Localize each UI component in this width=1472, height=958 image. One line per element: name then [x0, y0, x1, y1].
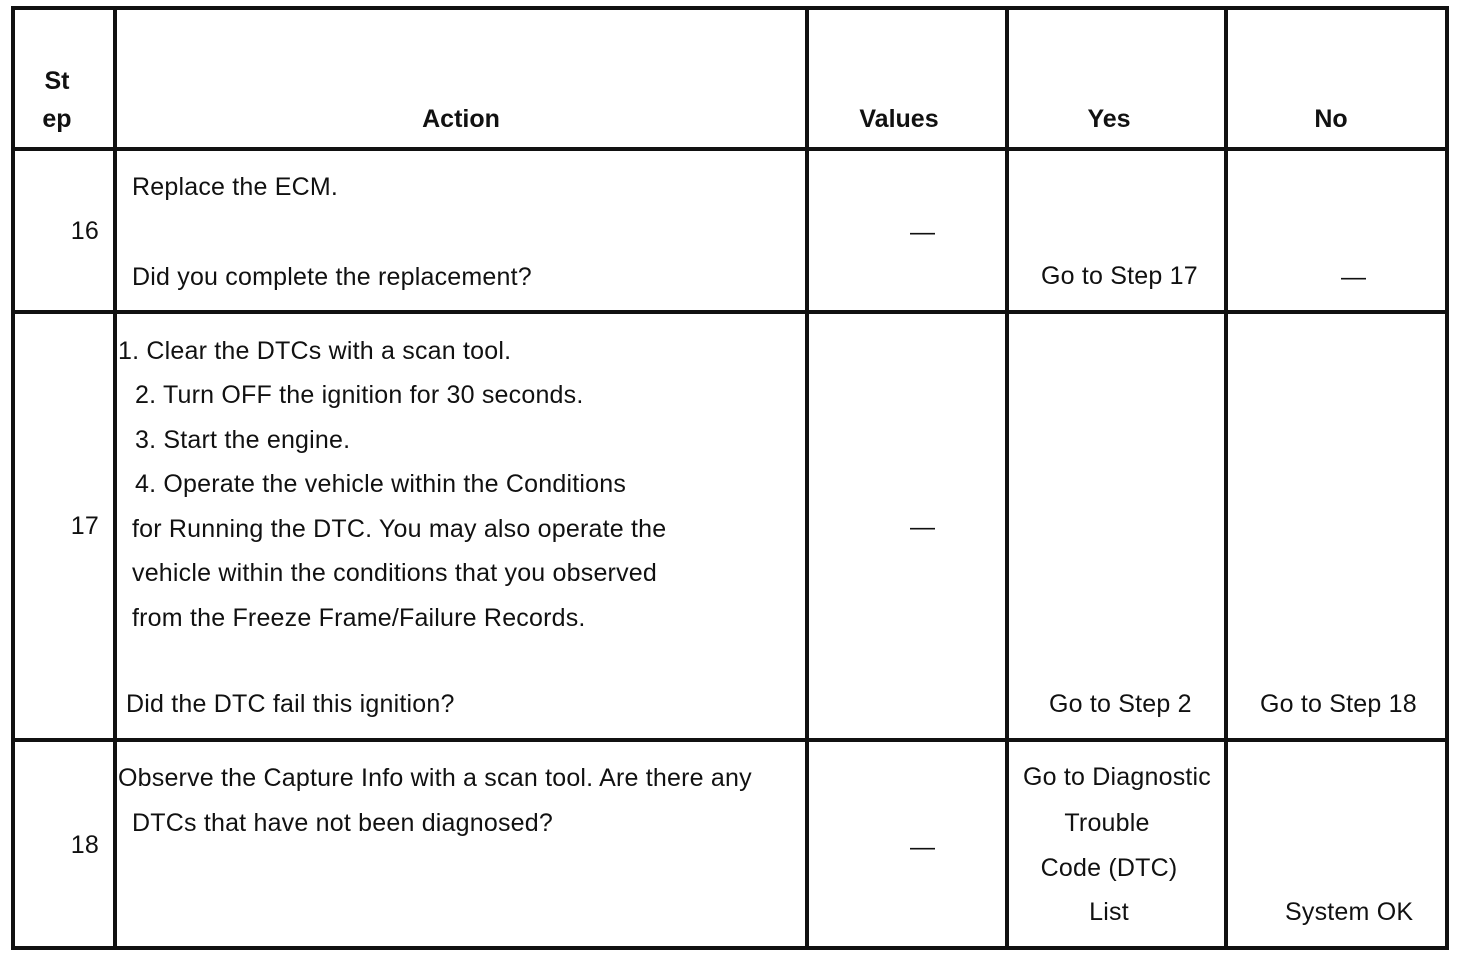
- yes-cell: List: [1089, 898, 1129, 926]
- step-number: 16: [70, 217, 99, 245]
- step-number: 18: [70, 831, 99, 859]
- table-border-bottom: [11, 946, 1449, 950]
- action-step-2: 2. Turn OFF the ignition for 30 seconds.: [135, 381, 584, 409]
- row-divider-17-18: [11, 738, 1449, 742]
- action-text: vehicle within the conditions that you observed: [132, 559, 657, 587]
- action-question: Did the DTC fail this ignition?: [126, 690, 455, 718]
- step-number: 17: [70, 512, 99, 540]
- header-step-line1: St: [44, 67, 70, 95]
- yes-cell: Go to Step 2: [1049, 690, 1192, 718]
- header-no: No: [1314, 105, 1348, 133]
- action-step-3: 3. Start the engine.: [135, 426, 351, 454]
- action-text: from the Freeze Frame/Failure Records.: [132, 604, 586, 632]
- header-step-line2: ep: [42, 105, 72, 133]
- yes-cell: Go to Step 17: [1041, 262, 1198, 290]
- header-divider: [11, 147, 1449, 151]
- header-values: Values: [859, 105, 939, 133]
- action-text: Observe the Capture Info with a scan tool. Are there any: [118, 764, 752, 792]
- action-text: for Running the DTC. You may also operate the: [132, 515, 667, 543]
- yes-cell: Code (DTC): [1040, 854, 1178, 882]
- values-cell: —: [910, 833, 936, 861]
- header-action: Action: [422, 105, 500, 133]
- action-text: Did you complete the replacement?: [132, 263, 532, 291]
- action-text: Replace the ECM.: [132, 173, 339, 201]
- no-cell: Go to Step 18: [1260, 690, 1417, 718]
- no-cell: —: [1341, 263, 1367, 291]
- yes-cell: Trouble: [1064, 809, 1150, 837]
- action-text: DTCs that have not been diagnosed?: [132, 809, 553, 837]
- values-cell: —: [910, 218, 936, 246]
- yes-cell: Go to Diagnostic: [1022, 763, 1211, 791]
- action-step-4: 4. Operate the vehicle within the Conditions: [135, 470, 627, 498]
- action-step-1: 1. Clear the DTCs with a scan tool.: [118, 337, 512, 365]
- table-border-top: [11, 6, 1449, 10]
- values-cell: —: [910, 513, 936, 541]
- row-divider-16-17: [11, 310, 1449, 314]
- header-yes: Yes: [1087, 105, 1131, 133]
- no-cell: System OK: [1285, 898, 1414, 926]
